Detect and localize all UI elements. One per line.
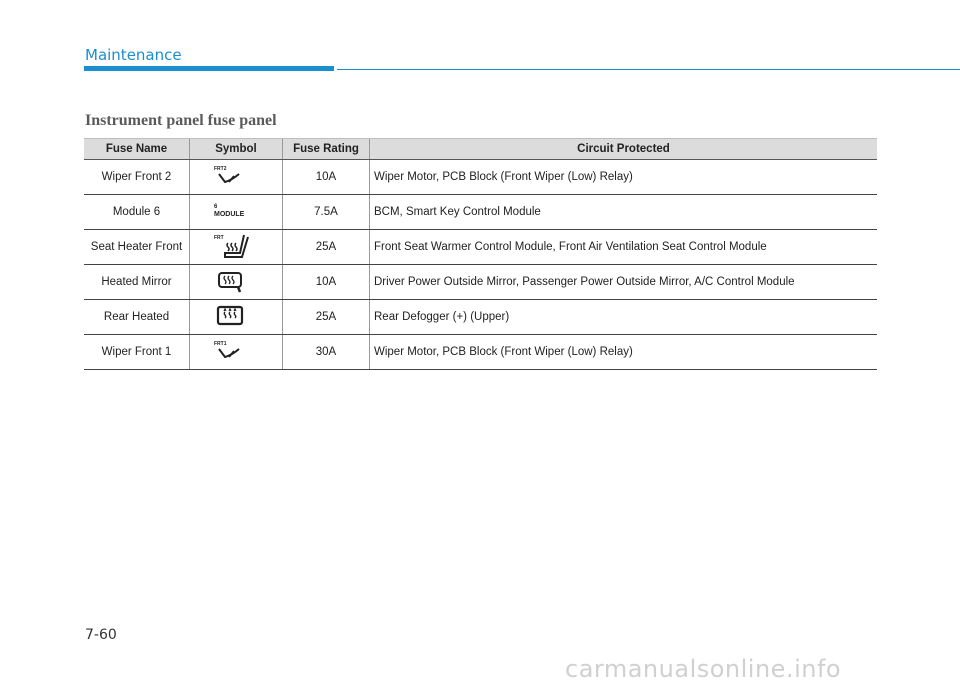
fuse-name-cell: Wiper Front 2 [84,160,190,195]
circuit-cell: Wiper Motor, PCB Block (Front Wiper (Low) Relay) [370,160,878,195]
circuit-cell: Front Seat Warmer Control Module, Front Air Ventilation Seat Control Module [370,230,878,265]
wiper-front-1-icon [214,339,254,366]
column-header-fuse-rating: Fuse Rating [283,139,370,160]
symbol-label: 6 [214,203,218,210]
symbol-label: FRT1 [214,340,227,347]
column-header-symbol: Symbol [190,139,283,160]
fuse-rating-cell: 25A [283,300,370,335]
fuse-rating-cell: 25A [283,230,370,265]
table-row [84,335,877,370]
table-header-row [84,139,877,160]
column-header-fuse-name: Fuse Name [84,139,190,160]
symbol-cell [190,265,283,300]
table-row [84,160,877,195]
page-number: 7-60 [85,627,117,643]
symbol-cell [190,195,283,230]
heated-mirror-icon [214,269,254,296]
table-row [84,195,877,230]
table-row [84,300,877,335]
symbol-cell [190,300,283,335]
header-rule-thick [84,66,334,71]
fuse-name-cell: Rear Heated [84,300,190,335]
fuse-name-cell: Heated Mirror [84,265,190,300]
wiper-front-2-icon [214,164,254,191]
module-6-icon [214,199,254,226]
fuse-name-cell: Wiper Front 1 [84,335,190,370]
page-title: Instrument panel fuse panel [85,112,277,129]
circuit-cell: Rear Defogger (+) (Upper) [370,300,878,335]
fuse-rating-cell: 10A [283,160,370,195]
fuse-table [84,138,877,370]
symbol-cell [190,335,283,370]
watermark-text: carmanualsonline.info [565,655,842,683]
table-row [84,230,877,265]
section-header-title: Maintenance [85,46,182,64]
circuit-cell: Driver Power Outside Mirror, Passenger Power Outside Mirror, A/C Control Module [370,265,878,300]
fuse-name-cell: Module 6 [84,195,190,230]
header-rule-thin [337,69,960,70]
symbol-cell [190,230,283,265]
fuse-rating-cell: 7.5A [283,195,370,230]
table-row [84,265,877,300]
fuse-name-cell: Seat Heater Front [84,230,190,265]
symbol-cell [190,160,283,195]
circuit-cell: Wiper Motor, PCB Block (Front Wiper (Low) Relay) [370,335,878,370]
column-header-circuit-protected: Circuit Protected [370,139,878,160]
symbol-label-2: MODULE [214,210,245,218]
seat-heater-front-icon [214,233,254,262]
symbol-label: FRT2 [214,165,227,172]
circuit-cell: BCM, Smart Key Control Module [370,195,878,230]
symbol-label: FRT [214,234,224,241]
fuse-rating-cell: 30A [283,335,370,370]
rear-defogger-icon [214,304,254,331]
fuse-rating-cell: 10A [283,265,370,300]
